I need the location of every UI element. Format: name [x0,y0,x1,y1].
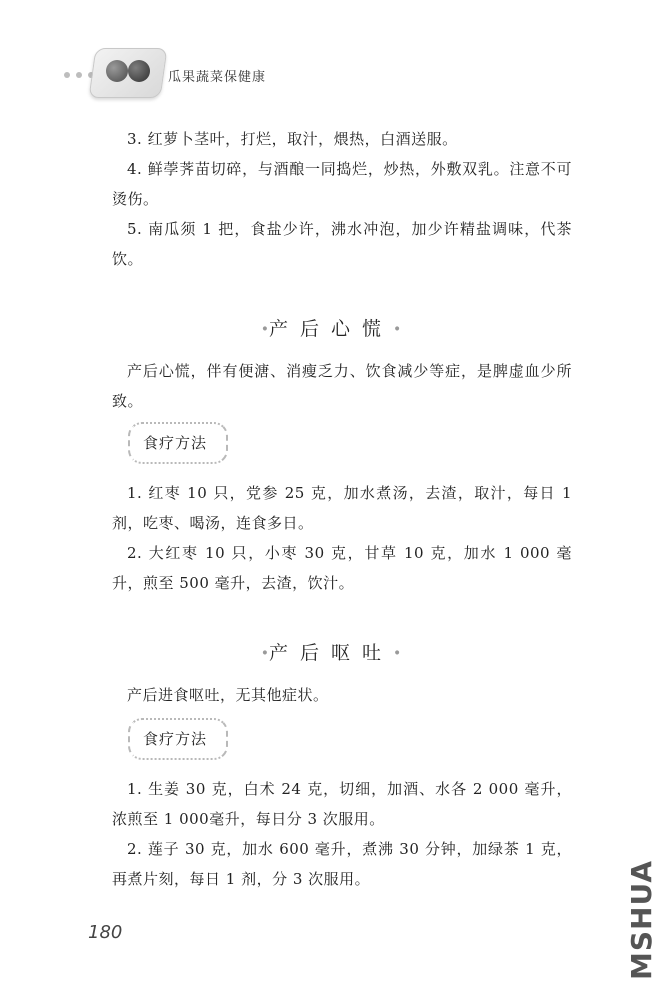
running-header [58,42,358,102]
list-item: 4. 鲜荸荠苗切碎，与酒酿一同捣烂，炒热，外敷双乳。注意不可烫伤。 [112,160,572,208]
list-item: 1. 红枣 10 只，党参 25 克，加水煮汤，去渣，取汁，每日 1 剂，吃枣、喝汤，连食多日。 [112,484,572,532]
list-item: 2. 大红枣 10 只，小枣 30 克，甘草 10 克，加水 1 000 毫升，煎至 500 毫升，去渣，饮汁。 [112,544,572,592]
list-item: 1. 生姜 30 克，白术 24 克，切细，加酒、水各 2 000 毫升，浓煎至 1 000毫升，每日分 3 次服用。 [112,780,572,828]
list-item: 2. 莲子 30 克，加水 600 毫升，煮沸 30 分钟，加绿茶 1 克，再煮片刻，每日 1 剂，分 3 次服用。 [112,840,572,888]
apple-icon [106,60,128,82]
method-badge: 食疗方法 [128,422,228,464]
section-title: •产后呕吐• [260,642,402,664]
section-title: •产后心慌• [260,318,402,340]
watermark: MSHUA [625,860,658,981]
list-item: 3. 红萝卜茎叶，打烂，取汁，煨热，白酒送服。 [127,130,458,148]
page-number: 180 [88,922,123,943]
section-intro: 产后进食呕吐，无其他症状。 [127,686,329,704]
header-title: 瓜果蔬菜保健康 [168,70,267,85]
header-dots [64,72,94,78]
list-item: 5. 南瓜须 1 把，食盐少许，沸水冲泡，加少许精盐调味，代茶饮。 [112,220,572,268]
section-intro: 产后心慌，伴有便溏、消瘦乏力、饮食减少等症，是脾虚血少所致。 [112,362,572,410]
apple-icon [128,60,150,82]
method-badge: 食疗方法 [128,718,228,760]
